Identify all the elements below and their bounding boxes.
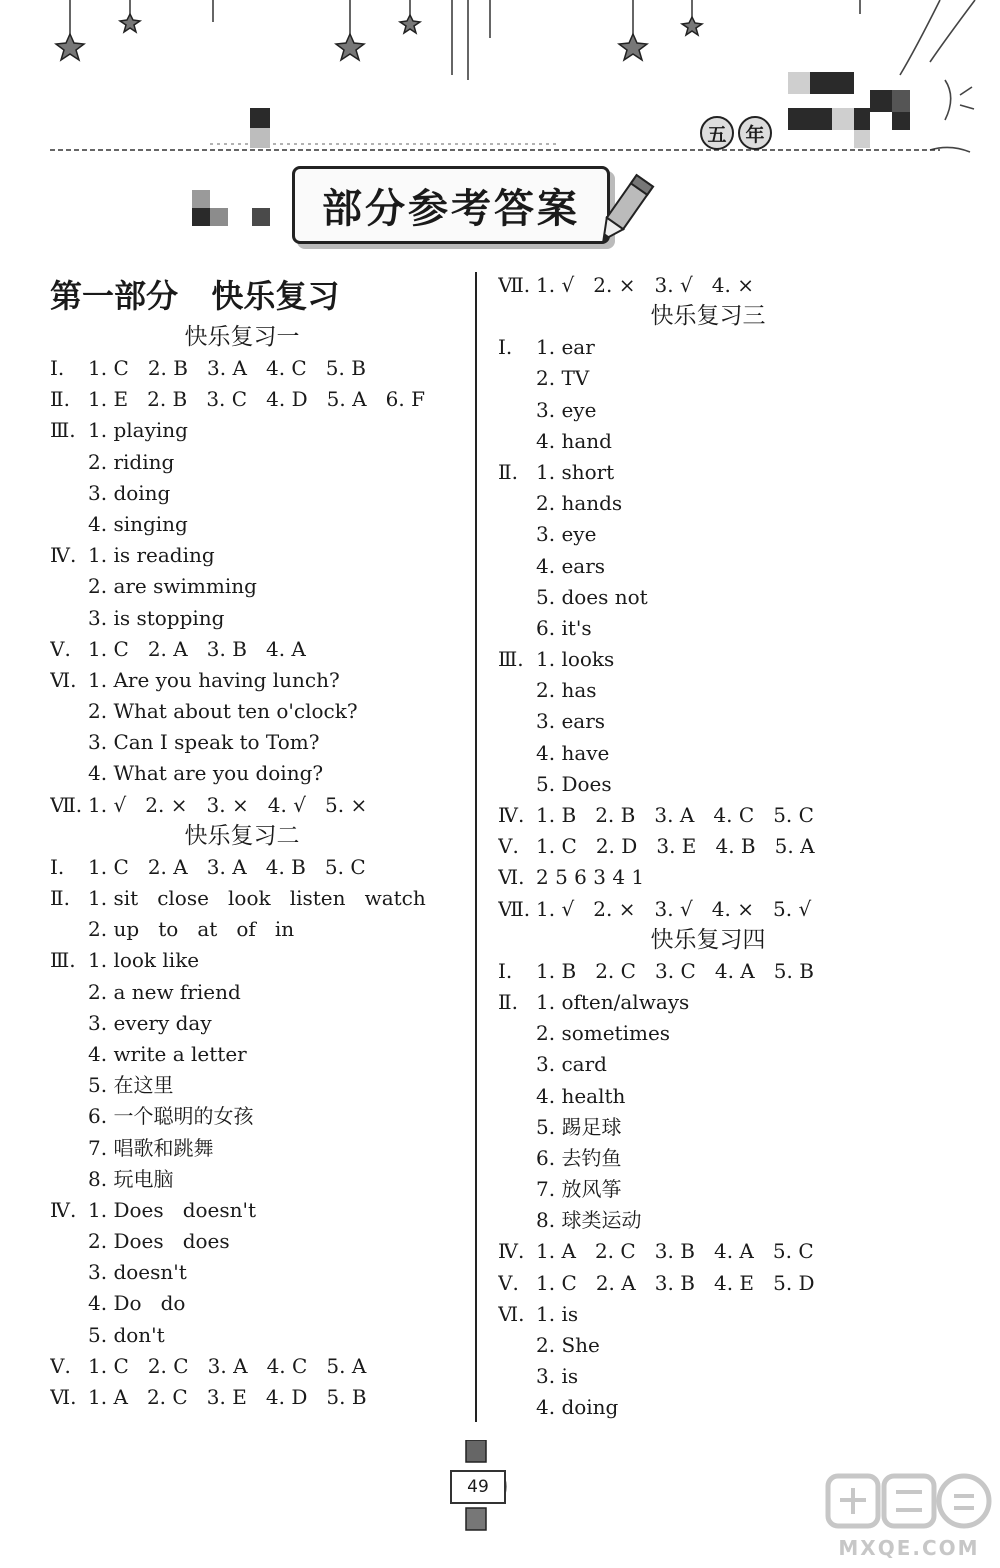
page-number-tag: [440, 1440, 512, 1550]
answer-text: 1. C 2. C 3. A 4. C 5. A: [88, 1353, 367, 1378]
answer-line: 4. hand: [536, 428, 612, 453]
answer-text: 1. is reading: [88, 543, 215, 568]
answer-line: [498, 862, 918, 893]
answer-text: 1. sit close look listen watch: [88, 886, 426, 910]
pencil-icon: [588, 172, 658, 252]
answer-line: [50, 415, 470, 446]
answer-line: [498, 800, 918, 831]
answer-line: 7. 唱歌和跳舞: [88, 1135, 214, 1160]
answer-line: [498, 457, 918, 488]
answer-line: 3. eye: [536, 522, 597, 547]
answer-text: 1. often/always: [536, 989, 690, 1014]
answer-text: 1. C 2. A 3. B 4. E 5. D: [536, 1270, 815, 1295]
answer-line: 2. has: [536, 678, 597, 703]
question-numeral: Ⅴ.: [498, 1270, 519, 1295]
question-numeral: Ⅳ.: [50, 543, 77, 568]
answer-line: [50, 1195, 470, 1226]
answer-line: 5. does not: [536, 584, 648, 609]
question-numeral: Ⅵ.: [498, 1301, 525, 1326]
answer-line: [50, 1382, 470, 1413]
answer-line: [50, 883, 470, 914]
answer-line: 6. it's: [536, 615, 592, 640]
section-title: 快乐复习一: [184, 324, 300, 350]
answer-line: 3. is: [536, 1364, 579, 1389]
answer-text: 1. short: [536, 459, 615, 484]
answer-text: 1. A 2. C 3. E 4. D 5. B: [88, 1385, 367, 1409]
answer-line: 3. eye: [536, 397, 597, 422]
question-numeral: Ⅰ.: [498, 958, 513, 983]
answer-text: 1. √ 2. × 3. × 4. √ 5. ×: [88, 792, 368, 817]
answer-text: 1. Does doesn't: [88, 1197, 257, 1222]
left-column: [50, 270, 470, 1413]
question-numeral: Ⅶ.: [50, 792, 83, 817]
answer-line: 2. hands: [536, 491, 623, 516]
question-numeral: Ⅱ.: [50, 387, 70, 412]
answer-text: 1. √ 2. × 3. √ 4. ×: [536, 273, 754, 297]
answer-text: 2 5 6 3 4 1: [536, 865, 645, 890]
answer-line: [498, 1268, 918, 1299]
watermark-logo-icon: [824, 1470, 994, 1540]
section-title: 快乐复习四: [650, 926, 766, 953]
answer-line: 2. up to at of in: [88, 917, 295, 942]
question-numeral: Ⅱ.: [498, 989, 518, 1014]
answer-text: 1. C 2. A 3. A 4. B 5. C: [88, 854, 366, 879]
question-numeral: Ⅲ.: [50, 418, 76, 443]
answer-text: 1. B 2. C 3. C 4. A 5. B: [536, 958, 814, 983]
question-numeral: Ⅶ.: [498, 896, 531, 921]
answer-line: 4. write a letter: [88, 1041, 247, 1066]
answer-line: [50, 1351, 470, 1382]
question-numeral: Ⅳ.: [498, 1239, 525, 1264]
grade-badge: [700, 116, 772, 150]
answer-line: 4. singing: [88, 511, 188, 536]
answer-line: [50, 852, 470, 883]
page-number: 49: [450, 1470, 506, 1504]
answer-line: [50, 945, 470, 976]
answer-line: 5. 踢足球: [536, 1114, 622, 1139]
answer-line: [498, 956, 918, 987]
question-numeral: Ⅰ.: [498, 335, 513, 360]
answer-line: 4. doing: [536, 1395, 619, 1420]
answer-line: 6. 一个聪明的女孩: [88, 1104, 254, 1129]
right-column: [498, 270, 918, 1424]
answer-line: 2. riding: [88, 449, 175, 474]
question-numeral: Ⅱ.: [498, 459, 518, 484]
question-numeral: Ⅲ.: [498, 647, 524, 672]
answer-line: [50, 353, 470, 384]
answer-text: 1. is: [536, 1301, 579, 1326]
question-numeral: Ⅲ.: [50, 948, 76, 973]
answer-line: 3. doing: [88, 480, 171, 505]
answer-line: [498, 831, 918, 862]
question-numeral: Ⅰ.: [50, 356, 65, 380]
question-numeral: Ⅳ.: [50, 1197, 77, 1222]
answer-text: 1. look like: [88, 948, 200, 973]
question-numeral: Ⅱ.: [50, 886, 70, 910]
answer-line: [498, 332, 918, 363]
answer-line: 2. What about ten o'clock?: [88, 699, 358, 724]
answer-line: 2. a new friend: [88, 979, 241, 1004]
title-banner: [292, 166, 610, 244]
answer-text: 1. B 2. B 3. A 4. C 5. C: [536, 803, 814, 827]
answer-line: 5. don't: [88, 1322, 165, 1347]
answer-line: [498, 270, 918, 301]
section-title: 快乐复习二: [184, 822, 300, 849]
answer-line: [50, 665, 470, 696]
answer-line: [50, 540, 470, 571]
answer-line: 2. sometimes: [536, 1021, 671, 1046]
answer-text: 1. playing: [88, 418, 188, 443]
answer-line: 4. Do do: [88, 1291, 186, 1316]
question-numeral: Ⅴ.: [498, 834, 519, 859]
grade-char: 年: [738, 116, 772, 150]
answer-line: 4. What are you doing?: [88, 761, 324, 786]
question-numeral: Ⅵ.: [50, 1385, 77, 1409]
answer-text: 1. Are you having lunch?: [88, 667, 340, 692]
answer-line: 3. card: [536, 1052, 607, 1077]
question-numeral: Ⅴ.: [50, 1353, 71, 1378]
answer-line: [50, 790, 470, 821]
question-numeral: Ⅵ.: [50, 667, 77, 692]
watermark-text: MXQE.COM: [838, 1536, 980, 1560]
answer-text: 1. ear: [536, 335, 595, 360]
grade-char: 五: [700, 116, 734, 150]
answer-line: 7. 放风筝: [536, 1177, 622, 1202]
question-numeral: Ⅶ.: [498, 273, 531, 297]
answer-line: 4. health: [536, 1083, 626, 1108]
answer-line: 5. 在这里: [88, 1073, 174, 1098]
page-title: 部分参考答案: [322, 185, 580, 232]
answer-line: 2. Does does: [88, 1229, 230, 1254]
answer-text: 1. E 2. B 3. C 4. D 5. A 6. F: [88, 387, 425, 412]
question-numeral: Ⅵ.: [498, 865, 525, 890]
answer-text: 1. looks: [536, 647, 615, 672]
answer-line: [498, 1299, 918, 1330]
answer-text: 1. √ 2. × 3. √ 4. × 5. √: [536, 896, 812, 921]
column-divider: [475, 272, 477, 1422]
answer-line: [498, 894, 918, 925]
star-icon: [56, 14, 702, 60]
answer-line: 2. are swimming: [88, 574, 257, 599]
part-title: 第一部分 快乐复习: [50, 277, 340, 315]
answer-text: 1. C 2. D 3. E 4. B 5. A: [536, 834, 815, 859]
answer-line: 3. ears: [536, 709, 606, 734]
answer-text: 1. C 2. A 3. B 4. A: [88, 636, 306, 661]
question-numeral: Ⅴ.: [50, 636, 71, 661]
answer-line: 2. She: [536, 1333, 600, 1357]
answer-line: 5. Does: [536, 771, 612, 796]
answer-line: 2. TV: [536, 366, 590, 391]
answer-line: 4. have: [536, 740, 610, 765]
answer-line: [498, 644, 918, 675]
answer-line: [498, 1236, 918, 1267]
answer-line: 3. doesn't: [88, 1260, 187, 1285]
answer-line: 8. 球类运动: [536, 1208, 642, 1233]
section-title: 快乐复习三: [650, 303, 766, 330]
answer-line: 4. ears: [536, 553, 606, 578]
answer-line: 3. Can I speak to Tom?: [88, 730, 320, 755]
question-numeral: Ⅳ.: [498, 803, 525, 827]
answer-line: 3. is stopping: [88, 605, 225, 630]
answer-text: 1. A 2. C 3. B 4. A 5. C: [536, 1239, 814, 1264]
answer-line: 6. 去钓鱼: [536, 1145, 622, 1170]
answer-line: [498, 987, 918, 1018]
answer-line: 3. every day: [88, 1010, 212, 1035]
answer-text: 1. C 2. B 3. A 4. C 5. B: [88, 356, 366, 380]
answer-line: [50, 384, 470, 415]
answer-line: [50, 634, 470, 665]
answer-line: 8. 玩电脑: [88, 1166, 174, 1191]
question-numeral: Ⅰ.: [50, 854, 65, 879]
site-watermark: [824, 1470, 994, 1562]
